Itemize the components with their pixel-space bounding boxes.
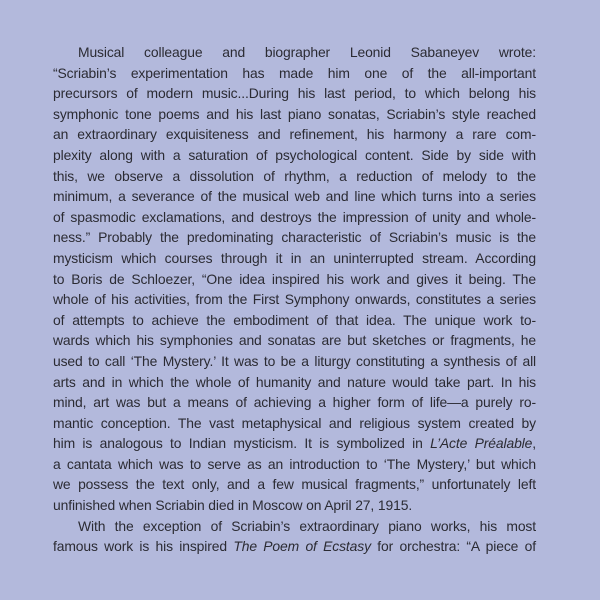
text-line: ness.” Probably the predominating characteristic of Scriabin’s music is the (53, 229, 536, 246)
text-line: precursors of modern music...During his last period, to which belong his (53, 85, 536, 102)
text-line: whole of his activities, from the First Symphony onwards, constitutes a series (53, 291, 536, 308)
text-line: we possess the text only, and a few musical fragments,” unfortunately left (53, 476, 536, 493)
text-line: unfinished when Scriabin died in Moscow on April 27, 1915. (53, 497, 413, 514)
text-run: him is analogous to Indian mysticism. It is symbolized in (53, 435, 423, 452)
text-line (53, 433, 536, 454)
text-line: With the exception of Scriabin’s extraordinary piano works, his most (78, 517, 536, 534)
text-line: to Boris de Schloezer, “One idea inspired his work and gives it being. The (53, 270, 536, 287)
text-line: a cantata which was to serve as an introduction to ‘The Mystery,’ but which (53, 455, 536, 472)
text-line: wards which his symphonies and sonatas are but sketches or fragments, he (53, 332, 536, 349)
text-line: symphonic tone poems and his last piano sonatas, Scriabin’s style reached (53, 105, 536, 122)
text-line: Musical colleague and biographer Leonid Sabaneyev wrote: (78, 44, 536, 60)
text-line: of attempts to achieve the embodiment of that idea. The unique work to- (53, 311, 536, 328)
text-line: used to call ‘The Mystery.’ It was to be a liturgy constituting a synthesis of all (53, 352, 536, 369)
text-line: arts and in which the whole of humanity and nature would take part. In his (53, 373, 536, 390)
text-line: this, we observe a dissolution of rhythm, a reduction of melody to the (53, 167, 536, 184)
text-line: minimum, a severance of the musical web and line which turns into a series (53, 188, 536, 205)
text-line: mysticism which courses through it in an uninterrupted stream. According (53, 249, 536, 266)
text-line: “Scriabin’s experimentation has made him one of the all-important (53, 64, 536, 81)
text-line: of spasmodic exclamations, and destroys the impression of unity and whole- (53, 208, 536, 225)
text-run: famous work is his inspired (53, 538, 227, 555)
body-text (53, 42, 536, 557)
text-line: an extraordinary exquisiteness and refinement, his harmony a rare com- (53, 126, 536, 143)
text-line: mind, art was but a means of achieving a higher form of life—a purely ro- (53, 394, 536, 411)
text-run: , (532, 435, 536, 452)
text-run: for orchestra: “A piece of (377, 538, 536, 555)
italic-title: L’Acte Préalable (430, 435, 533, 452)
text-line (53, 536, 536, 557)
text-line: plexity along with a saturation of psychological content. Side by side with (53, 146, 536, 163)
italic-title: The Poem of Ecstasy (233, 538, 371, 555)
text-line: mantic conception. The vast metaphysical and religious system created by (53, 414, 536, 431)
